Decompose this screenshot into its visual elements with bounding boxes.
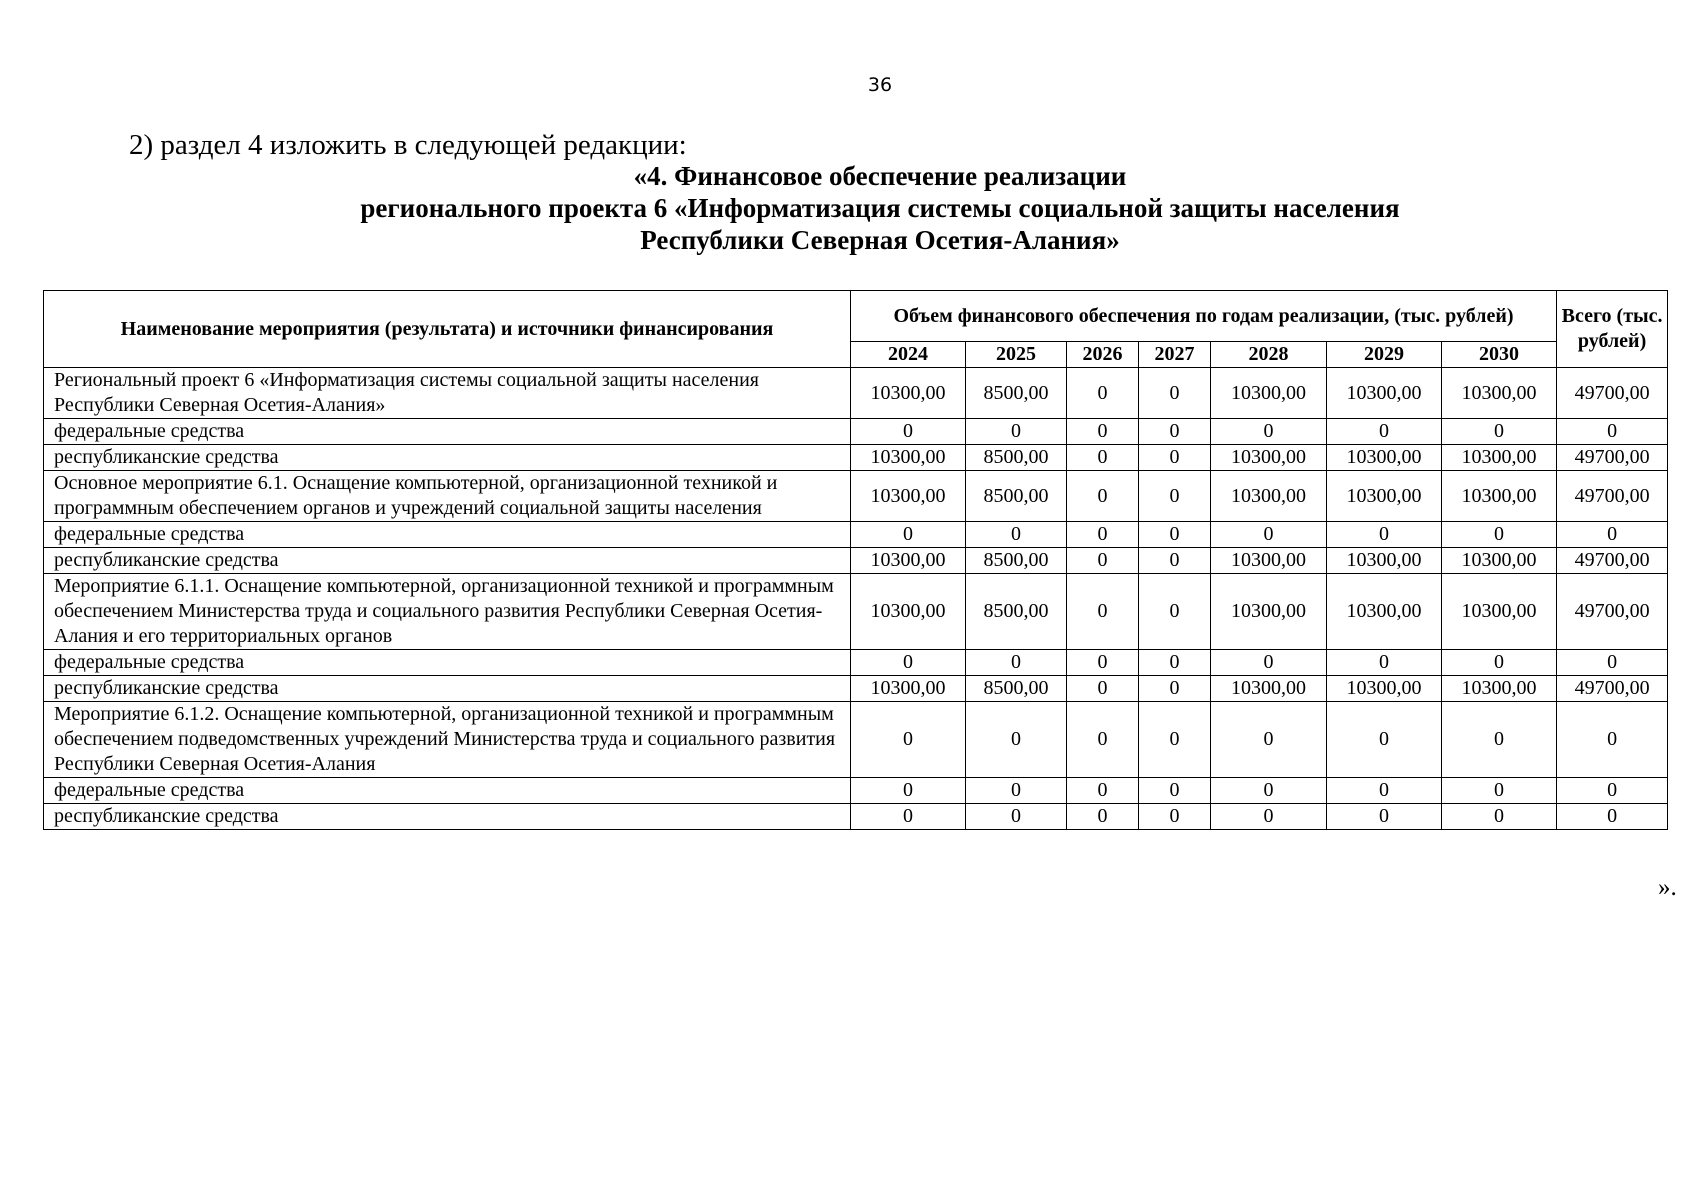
year-value-cell: 10300,00 xyxy=(851,368,966,419)
table-row xyxy=(44,574,1668,650)
year-value-cell: 0 xyxy=(1067,574,1139,650)
year-value-cell: 10300,00 xyxy=(1211,548,1327,574)
year-value-cell: 0 xyxy=(1139,676,1211,702)
row-total-cell: 49700,00 xyxy=(1557,548,1668,574)
year-value-cell: 0 xyxy=(1442,419,1557,445)
year-value-cell: 0 xyxy=(1067,702,1139,778)
year-value-cell: 0 xyxy=(1139,522,1211,548)
header-year: 2026 xyxy=(1067,342,1139,368)
year-value-cell: 0 xyxy=(851,778,966,804)
year-value-cell: 0 xyxy=(1327,804,1442,830)
row-total-cell: 0 xyxy=(1557,778,1668,804)
year-value-cell: 0 xyxy=(851,702,966,778)
year-value-cell: 0 xyxy=(966,522,1067,548)
year-value-cell: 0 xyxy=(1067,445,1139,471)
year-value-cell: 0 xyxy=(851,522,966,548)
year-value-cell: 0 xyxy=(1139,804,1211,830)
year-value-cell: 0 xyxy=(1211,804,1327,830)
year-value-cell: 0 xyxy=(851,650,966,676)
year-value-cell: 0 xyxy=(1442,702,1557,778)
year-value-cell: 8500,00 xyxy=(966,368,1067,419)
year-value-cell: 0 xyxy=(1139,471,1211,522)
year-value-cell: 8500,00 xyxy=(966,471,1067,522)
section-title xyxy=(0,160,1697,256)
year-value-cell: 0 xyxy=(1139,650,1211,676)
header-year: 2024 xyxy=(851,342,966,368)
row-name-cell: республиканские средства xyxy=(44,804,851,830)
row-name-cell: федеральные средства xyxy=(44,650,851,676)
year-value-cell: 0 xyxy=(1211,778,1327,804)
section-title-line-1: «4. Финансовое обеспечение реализации xyxy=(633,161,1127,191)
year-value-cell: 0 xyxy=(1067,778,1139,804)
year-value-cell: 0 xyxy=(1139,574,1211,650)
year-value-cell: 10300,00 xyxy=(1442,368,1557,419)
row-name-cell: Основное мероприятие 6.1. Оснащение компьютерной, организационной техникой и программным обеспечением органов и учреждений социальной защиты населения xyxy=(44,471,851,522)
table-row xyxy=(44,804,1668,830)
year-value-cell: 0 xyxy=(1139,702,1211,778)
year-value-cell: 0 xyxy=(851,419,966,445)
year-value-cell: 0 xyxy=(966,702,1067,778)
year-value-cell: 0 xyxy=(1211,702,1327,778)
year-value-cell: 0 xyxy=(1067,804,1139,830)
header-year: 2030 xyxy=(1442,342,1557,368)
year-value-cell: 0 xyxy=(1067,419,1139,445)
header-year: 2027 xyxy=(1139,342,1211,368)
table-row xyxy=(44,702,1668,778)
row-total-cell: 49700,00 xyxy=(1557,676,1668,702)
row-name-cell: республиканские средства xyxy=(44,445,851,471)
row-total-cell: 0 xyxy=(1557,522,1668,548)
row-total-cell: 0 xyxy=(1557,804,1668,830)
year-value-cell: 10300,00 xyxy=(1327,368,1442,419)
year-value-cell: 10300,00 xyxy=(851,548,966,574)
year-value-cell: 10300,00 xyxy=(1442,471,1557,522)
year-value-cell: 0 xyxy=(966,650,1067,676)
year-value-cell: 0 xyxy=(1067,471,1139,522)
header-name-column: Наименование мероприятия (результата) и источники финансирования xyxy=(44,291,851,368)
header-year: 2028 xyxy=(1211,342,1327,368)
table-row xyxy=(44,471,1668,522)
page-number: 36 xyxy=(867,74,893,96)
year-value-cell: 10300,00 xyxy=(1327,676,1442,702)
table-row xyxy=(44,676,1668,702)
year-value-cell: 0 xyxy=(1327,650,1442,676)
section-title-line-3: Республики Северная Осетия-Алания» xyxy=(640,225,1120,255)
year-value-cell: 0 xyxy=(1067,676,1139,702)
year-value-cell: 0 xyxy=(1327,702,1442,778)
year-value-cell: 0 xyxy=(1211,522,1327,548)
row-name-cell: Региональный проект 6 «Информатизация системы социальной защиты населения Республики Северная Осетия-Алания» xyxy=(44,368,851,419)
year-value-cell: 10300,00 xyxy=(1327,574,1442,650)
year-value-cell: 0 xyxy=(1067,522,1139,548)
table-body xyxy=(44,368,1668,830)
year-value-cell: 10300,00 xyxy=(1442,548,1557,574)
year-value-cell: 10300,00 xyxy=(851,471,966,522)
year-value-cell: 10300,00 xyxy=(1211,676,1327,702)
header-year: 2029 xyxy=(1327,342,1442,368)
year-value-cell: 0 xyxy=(1067,368,1139,419)
year-value-cell: 10300,00 xyxy=(1327,445,1442,471)
year-value-cell: 0 xyxy=(1139,419,1211,445)
year-value-cell: 0 xyxy=(1067,650,1139,676)
table-row xyxy=(44,650,1668,676)
financing-table xyxy=(43,290,1668,830)
row-total-cell: 49700,00 xyxy=(1557,574,1668,650)
header-total-column: Всего (тыс. рублей) xyxy=(1557,291,1668,368)
year-value-cell: 0 xyxy=(1327,419,1442,445)
year-value-cell: 0 xyxy=(1139,445,1211,471)
year-value-cell: 0 xyxy=(966,778,1067,804)
year-value-cell: 0 xyxy=(1442,778,1557,804)
year-value-cell: 0 xyxy=(1327,778,1442,804)
year-value-cell: 10300,00 xyxy=(1211,471,1327,522)
year-value-cell: 8500,00 xyxy=(966,574,1067,650)
year-value-cell: 10300,00 xyxy=(1327,471,1442,522)
row-total-cell: 49700,00 xyxy=(1557,368,1668,419)
table-row xyxy=(44,522,1668,548)
table-row xyxy=(44,419,1668,445)
row-name-cell: республиканские средства xyxy=(44,676,851,702)
row-name-cell: федеральные средства xyxy=(44,522,851,548)
row-name-cell: Мероприятие 6.1.1. Оснащение компьютерной, организационной техникой и программным обеспечением Министерства труда и социального развития Республики Северная Осетия-Алания и его территориальных органов xyxy=(44,574,851,650)
row-total-cell: 49700,00 xyxy=(1557,445,1668,471)
year-value-cell: 10300,00 xyxy=(851,574,966,650)
year-value-cell: 10300,00 xyxy=(1327,548,1442,574)
year-value-cell: 8500,00 xyxy=(966,676,1067,702)
row-name-cell: федеральные средства xyxy=(44,419,851,445)
year-value-cell: 10300,00 xyxy=(1442,574,1557,650)
year-value-cell: 10300,00 xyxy=(1211,445,1327,471)
table-row xyxy=(44,445,1668,471)
year-value-cell: 8500,00 xyxy=(966,548,1067,574)
row-total-cell: 0 xyxy=(1557,650,1668,676)
year-value-cell: 8500,00 xyxy=(966,445,1067,471)
table-row xyxy=(44,368,1668,419)
header-volume-column: Объем финансового обеспечения по годам реализации, (тыс. рублей) xyxy=(851,291,1557,342)
year-value-cell: 0 xyxy=(1211,419,1327,445)
row-name-cell: республиканские средства xyxy=(44,548,851,574)
year-value-cell: 10300,00 xyxy=(851,445,966,471)
year-value-cell: 10300,00 xyxy=(851,676,966,702)
row-total-cell: 0 xyxy=(1557,419,1668,445)
row-name-cell: федеральные средства xyxy=(44,778,851,804)
year-value-cell: 0 xyxy=(1442,804,1557,830)
year-value-cell: 0 xyxy=(1139,778,1211,804)
year-value-cell: 0 xyxy=(1139,548,1211,574)
year-value-cell: 10300,00 xyxy=(1442,676,1557,702)
year-value-cell: 0 xyxy=(1442,522,1557,548)
year-value-cell: 10300,00 xyxy=(1442,445,1557,471)
year-value-cell: 0 xyxy=(1442,650,1557,676)
row-name-cell: Мероприятие 6.1.2. Оснащение компьютерной, организационной техникой и программным обеспечением подведомственных учреждений Министерства труда и социального развития Республики Северная Осетия-Алания xyxy=(44,702,851,778)
intro-text: 2) раздел 4 изложить в следующей редакции: xyxy=(129,129,687,161)
header-year: 2025 xyxy=(966,342,1067,368)
table-row xyxy=(44,778,1668,804)
year-value-cell: 0 xyxy=(966,419,1067,445)
row-total-cell: 0 xyxy=(1557,702,1668,778)
year-value-cell: 0 xyxy=(851,804,966,830)
row-total-cell: 49700,00 xyxy=(1557,471,1668,522)
section-title-line-2: регионального проекта 6 «Информатизация системы социальной защиты населения xyxy=(360,193,1400,223)
year-value-cell: 10300,00 xyxy=(1211,368,1327,419)
year-value-cell: 0 xyxy=(1327,522,1442,548)
year-value-cell: 10300,00 xyxy=(1211,574,1327,650)
closing-quote: ». xyxy=(1658,874,1677,901)
year-value-cell: 0 xyxy=(1139,368,1211,419)
year-value-cell: 0 xyxy=(1211,650,1327,676)
year-value-cell: 0 xyxy=(966,804,1067,830)
year-value-cell: 0 xyxy=(1067,548,1139,574)
table-row xyxy=(44,548,1668,574)
